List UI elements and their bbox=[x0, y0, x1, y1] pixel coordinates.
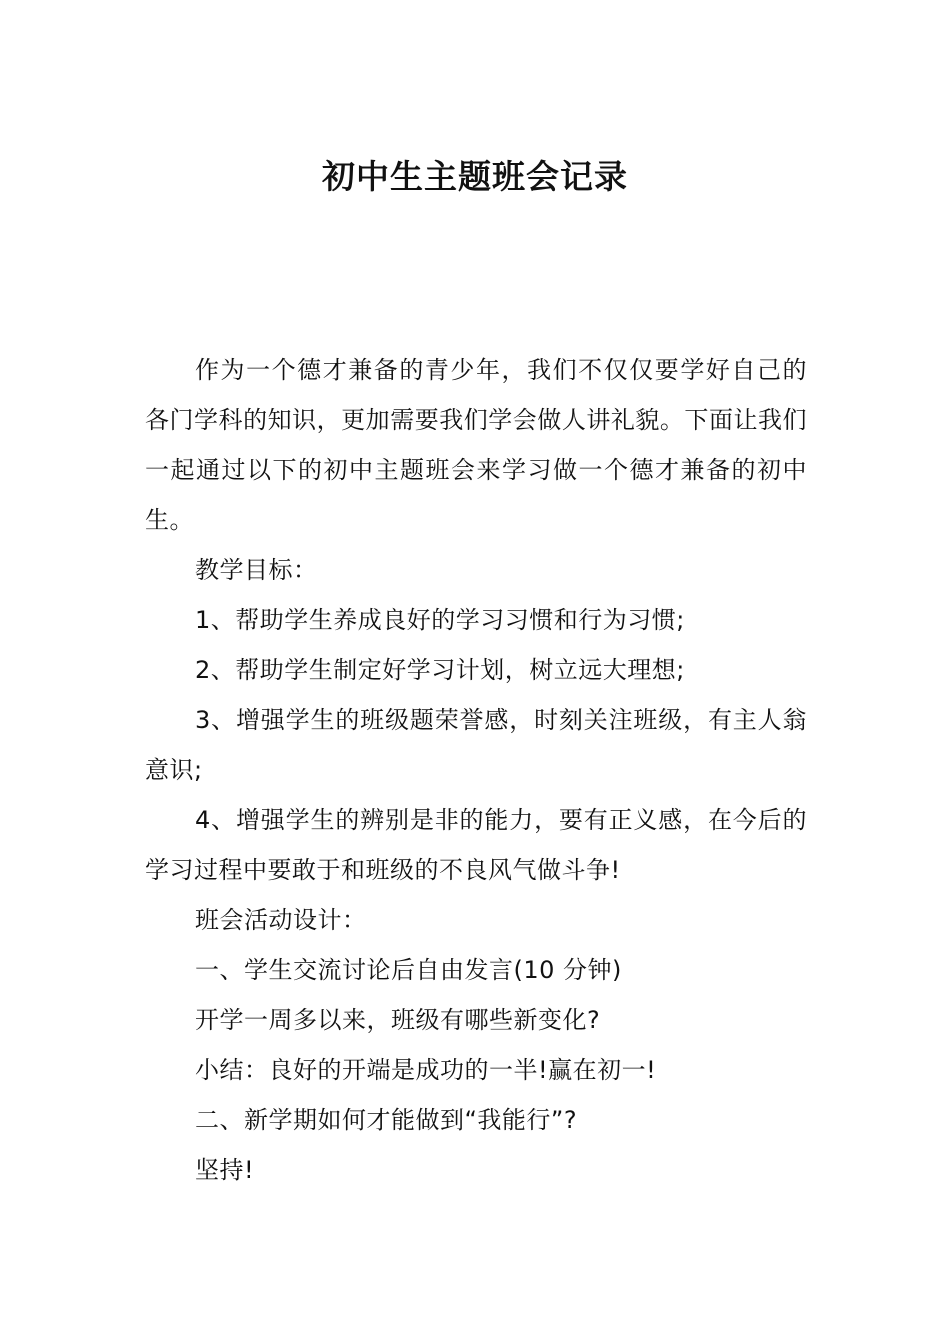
activity-design-heading: 班会活动设计： bbox=[195, 906, 367, 934]
document-title: 初中生主题班会记录 bbox=[322, 157, 628, 196]
discussion-question: 开学一周多以来，班级有哪些新变化? bbox=[195, 1006, 601, 1034]
intro-paragraph: 作为一个德才兼备的青少年，我们不仅仅要学好自己的各门学科的知识，更加需要我们学会做人讲礼貌。下面让我们一起通过以下的初中主题班会来学习做一个德才兼备的初中生。 bbox=[145, 356, 807, 534]
summary-paragraph: 小结：良好的开端是成功的一半!赢在初一! bbox=[195, 1056, 657, 1084]
goal-item-3: 3、增强学生的班级题荣誉感，时刻关注班级，有主人翁意识; bbox=[145, 706, 807, 784]
activity-section-2: 二、新学期如何才能做到“我能行”? bbox=[195, 1106, 578, 1134]
teaching-goals-heading: 教学目标： bbox=[195, 556, 318, 584]
goal-item-1: 1、帮助学生养成良好的学习习惯和行为习惯; bbox=[195, 606, 685, 634]
document-body bbox=[145, 345, 807, 1195]
goal-item-4: 4、增强学生的辨别是非的能力，要有正义感，在今后的学习过程中要敢于和班级的不良风气做斗争! bbox=[145, 806, 807, 884]
activity-section-1: 一、学生交流讨论后自由发言(10 分钟) bbox=[195, 956, 622, 984]
persist-paragraph: 坚持! bbox=[195, 1156, 255, 1184]
goal-item-2: 2、帮助学生制定好学习计划，树立远大理想; bbox=[195, 656, 685, 684]
